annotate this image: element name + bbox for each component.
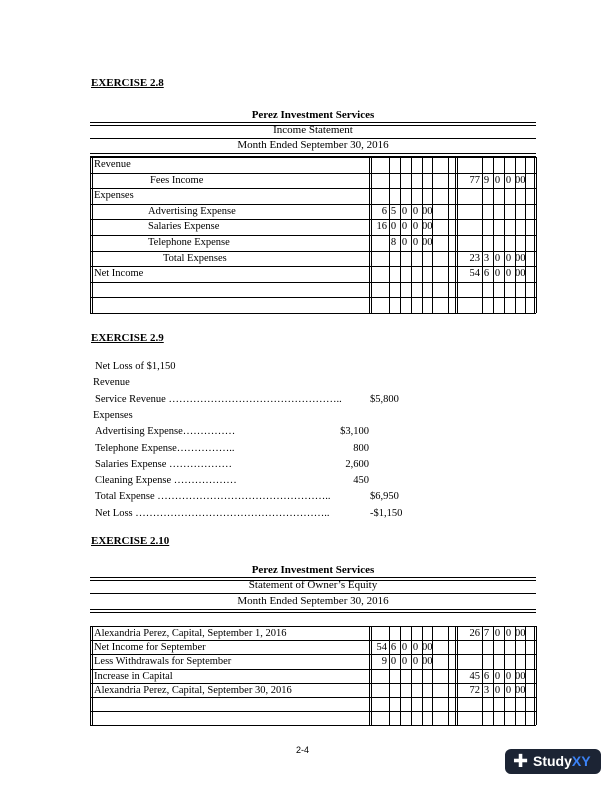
amount-digit: 77 — [469, 174, 480, 186]
amount-digit: 9 — [483, 174, 490, 186]
amount-digit: 45 — [469, 670, 480, 682]
page-number: 2-4 — [296, 745, 310, 755]
amount-digit: 0 — [412, 237, 419, 248]
amount-digit: 0 — [494, 174, 501, 186]
statement-line-label: Advertising Expense…………… — [95, 426, 236, 438]
amount-digit: 00 — [422, 642, 433, 654]
row-rule — [90, 669, 536, 670]
amount-digit: 0 — [505, 174, 512, 186]
amount-digit: 0 — [401, 205, 408, 217]
amount-digit: 0 — [401, 656, 408, 668]
amount-digit: 6 — [483, 268, 490, 280]
expense-amount: 2,600 — [345, 458, 369, 470]
exercise-2-9-heading: EXERCISE 2.9 — [91, 332, 164, 344]
amount-digit: 0 — [401, 642, 408, 654]
amount-digit: 0 — [401, 221, 408, 233]
expense-amount: $3,100 — [340, 426, 369, 438]
amount-digit: 00 — [515, 252, 526, 264]
ex210-rule — [90, 609, 536, 613]
amount-digit: 0 — [412, 221, 419, 233]
amount-digit: 9 — [381, 656, 387, 668]
amount-digit: 00 — [515, 268, 526, 280]
amount-digit: 0 — [505, 628, 512, 639]
column-border — [536, 626, 537, 725]
expense-amount: 800 — [353, 442, 369, 454]
row-rule — [90, 173, 536, 174]
plus-icon: ✚ — [513, 751, 529, 771]
row-rule — [90, 235, 536, 236]
row-label: Advertising Expense — [148, 205, 236, 217]
brand-wordmark: StudyXY — [533, 753, 591, 769]
row-label: Total Expenses — [163, 252, 227, 264]
amount-digit: 7 — [483, 628, 490, 639]
amount-digit: 6 — [390, 642, 397, 654]
amount-digit: 8 — [390, 237, 397, 248]
amount-digit: 00 — [515, 684, 526, 696]
amount-digit: 3 — [483, 684, 490, 696]
amount-digit: 0 — [494, 684, 501, 696]
row-rule — [90, 282, 536, 283]
row-label: Revenue — [94, 159, 131, 170]
amount-digit: 3 — [483, 252, 490, 264]
row-label: Alexandria Perez, Capital, September 30, 2016 — [94, 684, 292, 696]
row-label: Increase in Capital — [94, 670, 173, 682]
amount-digit: 5 — [390, 205, 397, 217]
total-amount: $5,800 — [370, 393, 399, 405]
amount-digit: 0 — [412, 656, 419, 668]
statement-line-label: Net Loss ……………………………………………….. — [95, 507, 330, 519]
exercise-2-8-heading: EXERCISE 2.8 — [91, 77, 164, 89]
expense-amount: 450 — [353, 475, 369, 487]
amount-digit: 54 — [469, 268, 480, 280]
row-rule — [90, 251, 536, 252]
exercise-2-10-heading: EXERCISE 2.10 — [91, 535, 170, 547]
row-rule — [90, 640, 536, 641]
amount-digit: 00 — [515, 174, 526, 186]
total-amount: -$1,150 — [370, 507, 403, 519]
row-rule — [90, 697, 536, 698]
statement-line-label: Total Expense ………………………………………….. — [95, 491, 331, 503]
statement-line-label: Expenses — [93, 409, 133, 421]
row-label: Alexandria Perez, Capital, September 1, 2016 — [94, 628, 287, 639]
row-label: Telephone Expense — [148, 237, 230, 248]
amount-digit: 0 — [505, 268, 512, 280]
row-rule — [90, 683, 536, 684]
row-label: Net Income — [94, 268, 144, 280]
row-label: Fees Income — [150, 174, 204, 186]
table-rule — [90, 626, 536, 627]
column-border — [536, 157, 537, 313]
amount-digit: 0 — [412, 642, 419, 654]
row-rule — [90, 297, 536, 298]
amount-digit: 0 — [412, 205, 419, 217]
ex210-company-name: Perez Investment Services — [251, 564, 375, 576]
studyxy-badge[interactable] — [505, 749, 601, 774]
statement-line-label: Telephone Expense…………….. — [95, 442, 235, 454]
row-label: Net Income for September — [94, 642, 206, 654]
statement-line-label: Cleaning Expense ……………… — [95, 475, 237, 487]
amount-digit: 16 — [376, 221, 387, 233]
amount-digit: 0 — [494, 670, 501, 682]
amount-digit: 0 — [494, 628, 501, 639]
amount-digit: 00 — [422, 237, 433, 248]
amount-digit: 0 — [390, 656, 397, 668]
amount-digit: 0 — [401, 237, 408, 248]
amount-digit: 00 — [515, 670, 526, 682]
amount-digit: 00 — [515, 628, 526, 639]
amount-digit: 00 — [422, 221, 433, 233]
statement-line-label: Net Loss of $1,150 — [95, 361, 176, 372]
ex28-period: Month Ended September 30, 2016 — [237, 139, 389, 151]
ex210-period: Month Ended September 30, 2016 — [237, 595, 389, 607]
amount-digit: 6 — [483, 670, 490, 682]
row-rule — [90, 188, 536, 189]
row-rule — [90, 219, 536, 220]
row-rule — [90, 204, 536, 205]
row-rule — [90, 266, 536, 267]
table-rule — [90, 157, 536, 158]
amount-digit: 0 — [505, 670, 512, 682]
amount-digit: 23 — [469, 252, 480, 264]
amount-digit: 0 — [505, 252, 512, 264]
amount-digit: 00 — [422, 205, 433, 217]
amount-digit: 0 — [390, 221, 397, 233]
statement-line-label: Revenue — [93, 377, 130, 389]
row-label: Less Withdrawals for September — [94, 656, 232, 668]
row-rule — [90, 654, 536, 655]
amount-digit: 72 — [469, 684, 480, 696]
amount-digit: 26 — [469, 628, 480, 639]
row-rule — [90, 725, 536, 726]
row-label: Salaries Expense — [148, 221, 220, 233]
amount-digit: 0 — [494, 268, 501, 280]
ex28-statement-title: Income Statement — [273, 124, 353, 136]
amount-digit: 00 — [422, 656, 433, 668]
row-label: Expenses — [94, 190, 134, 202]
ex210-statement-title: Statement of Owner’s Equity — [248, 579, 378, 591]
ex28-company-name: Perez Investment Services — [251, 109, 375, 121]
statement-line-label: Service Revenue ………………………………………….. — [95, 393, 342, 405]
amount-digit: 6 — [381, 205, 387, 217]
amount-digit: 54 — [376, 642, 387, 654]
amount-digit: 0 — [505, 684, 512, 696]
total-amount: $6,950 — [370, 491, 399, 503]
row-rule — [90, 711, 536, 712]
ex210-rule — [90, 593, 536, 594]
row-rule — [90, 313, 536, 314]
amount-digit: 0 — [494, 252, 501, 264]
statement-line-label: Salaries Expense ……………… — [95, 458, 233, 470]
